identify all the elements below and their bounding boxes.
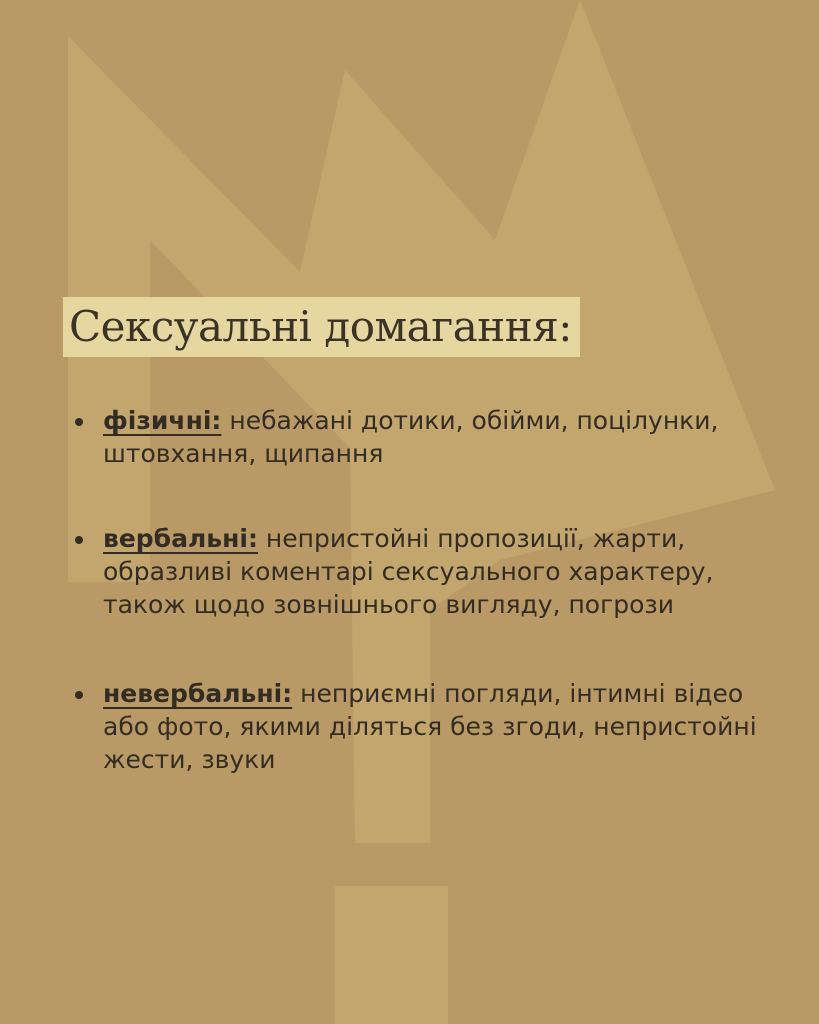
- title-highlight: [63, 297, 580, 357]
- bullet-icon: [75, 418, 83, 426]
- list-item-physical: [72, 404, 772, 470]
- item-text: непристойні пропозиції, жарти, образливі коментарі сексуального характеру, також щодо зовнішнього вигляду, погрози: [103, 524, 714, 619]
- item-text: неприємні погляди, інтимні відео або фото, якими діляться без згоди, непристойні жести, звуки: [103, 679, 757, 774]
- page-title: Сексуальні домагання:: [69, 302, 572, 351]
- item-term: невербальні:: [103, 679, 293, 708]
- item-term: фізичні:: [103, 406, 222, 435]
- harassment-types-list: [72, 404, 772, 828]
- bullet-icon: [75, 536, 83, 544]
- item-term: вербальні:: [103, 524, 258, 553]
- item-text: небажані дотики, обійми, поцілунки, штовхання, щипання: [103, 406, 719, 468]
- list-item-verbal: [72, 522, 772, 621]
- list-item-nonverbal: [72, 677, 772, 776]
- bullet-icon: [75, 691, 83, 699]
